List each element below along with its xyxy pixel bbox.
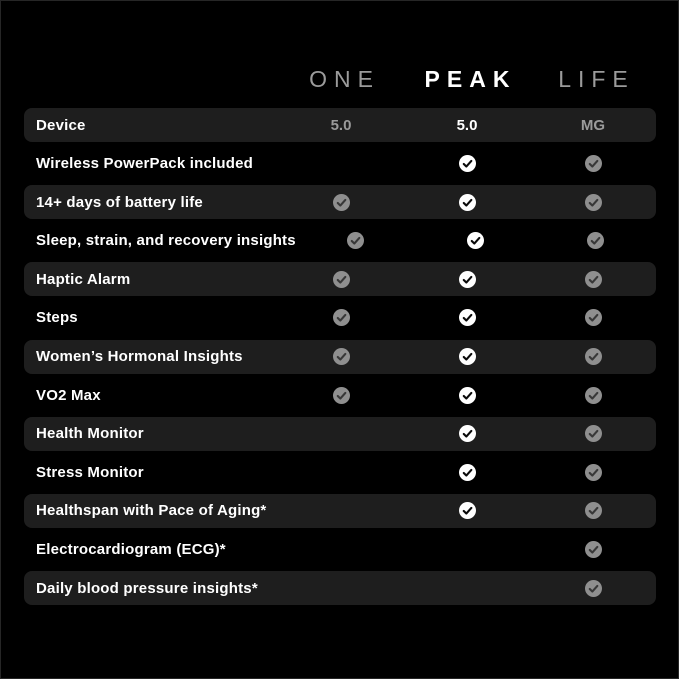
check-circle-icon (585, 271, 602, 288)
feature-label: Haptic Alarm (36, 270, 131, 288)
check-circle-icon (585, 309, 602, 326)
check-circle-icon (585, 580, 602, 597)
check-circle-icon (347, 232, 364, 249)
column-header-peak-label: PEAK (424, 65, 517, 92)
device-version-peak: 5.0 (456, 116, 478, 134)
check-circle-icon (585, 541, 602, 558)
feature-label: Wireless PowerPack included (36, 155, 254, 173)
cell-life (530, 194, 656, 211)
feature-table (24, 108, 656, 605)
check-circle-icon (333, 271, 350, 288)
table-row-healthspan-with-pace-of-aging (24, 494, 656, 528)
cell-life (530, 271, 656, 288)
cell-life (530, 502, 656, 519)
check-circle-icon (585, 387, 602, 404)
cell-peak (404, 309, 530, 326)
table-row-electrocardiogram-ecg (24, 533, 656, 567)
check-circle-icon (459, 309, 476, 326)
cell-one (278, 348, 404, 365)
cell-life (530, 425, 656, 442)
cell-life (530, 117, 656, 134)
check-circle-icon (333, 309, 350, 326)
table-row-stress-monitor (24, 455, 656, 489)
feature-label: Stress Monitor (36, 463, 144, 481)
check-circle-icon (459, 348, 476, 365)
table-row-14-days-of-battery-life (24, 185, 656, 219)
plan-header-row (24, 56, 656, 102)
cell-peak (404, 271, 530, 288)
cell-life (530, 155, 656, 172)
check-circle-icon (585, 348, 602, 365)
table-row-health-monitor (24, 417, 656, 451)
table-row-device (24, 108, 656, 142)
column-header-one-label: ONE (309, 65, 380, 92)
cell-one (278, 271, 404, 288)
feature-label: Steps (36, 309, 78, 327)
column-header-one (278, 66, 404, 93)
cell-one (296, 232, 416, 249)
table-row-vo2-max (24, 378, 656, 412)
column-header-life-label: LIFE (558, 65, 635, 92)
feature-label: Healthspan with Pace of Aging* (36, 502, 267, 520)
cell-peak (404, 387, 530, 404)
column-header-life (530, 66, 656, 93)
check-circle-icon (333, 194, 350, 211)
device-version-one: 5.0 (330, 116, 352, 134)
check-circle-icon (459, 155, 476, 172)
check-circle-icon (585, 464, 602, 481)
feature-label: VO2 Max (36, 386, 101, 404)
check-circle-icon (585, 194, 602, 211)
cell-life (530, 348, 656, 365)
check-circle-icon (459, 194, 476, 211)
table-row-steps (24, 301, 656, 335)
cell-one (278, 387, 404, 404)
table-row-daily-blood-pressure-insights (24, 571, 656, 605)
cell-peak (404, 425, 530, 442)
check-circle-icon (459, 425, 476, 442)
check-circle-icon (459, 387, 476, 404)
check-circle-icon (585, 502, 602, 519)
table-row-women-s-hormonal-insights (24, 340, 656, 374)
check-circle-icon (587, 232, 604, 249)
cell-peak (404, 117, 530, 134)
cell-life (530, 387, 656, 404)
cell-peak (416, 232, 536, 249)
table-row-sleep-strain-and-recovery-insights (24, 224, 656, 258)
cell-life (536, 232, 656, 249)
feature-label: Device (36, 116, 86, 134)
feature-label: 14+ days of battery life (36, 193, 203, 211)
check-circle-icon (459, 464, 476, 481)
device-version-life: MG (580, 116, 606, 134)
check-circle-icon (333, 348, 350, 365)
table-row-haptic-alarm (24, 262, 656, 296)
cell-life (530, 464, 656, 481)
check-circle-icon (467, 232, 484, 249)
check-circle-icon (585, 155, 602, 172)
cell-life (530, 580, 656, 597)
table-row-wireless-powerpack-included (24, 147, 656, 181)
cell-one (278, 309, 404, 326)
cell-peak (404, 194, 530, 211)
feature-label: Daily blood pressure insights* (36, 579, 258, 597)
check-circle-icon (333, 387, 350, 404)
cell-life (530, 541, 656, 558)
cell-peak (404, 348, 530, 365)
feature-label: Health Monitor (36, 425, 144, 443)
cell-peak (404, 155, 530, 172)
cell-life (530, 309, 656, 326)
check-circle-icon (459, 271, 476, 288)
column-header-peak (404, 66, 530, 93)
feature-label: Sleep, strain, and recovery insights (36, 232, 296, 250)
cell-peak (404, 502, 530, 519)
cell-peak (404, 464, 530, 481)
cell-one (278, 194, 404, 211)
check-circle-icon (585, 425, 602, 442)
feature-label: Electrocardiogram (ECG)* (36, 541, 226, 559)
cell-one (278, 117, 404, 134)
check-circle-icon (459, 502, 476, 519)
feature-label: Women’s Hormonal Insights (36, 348, 243, 366)
